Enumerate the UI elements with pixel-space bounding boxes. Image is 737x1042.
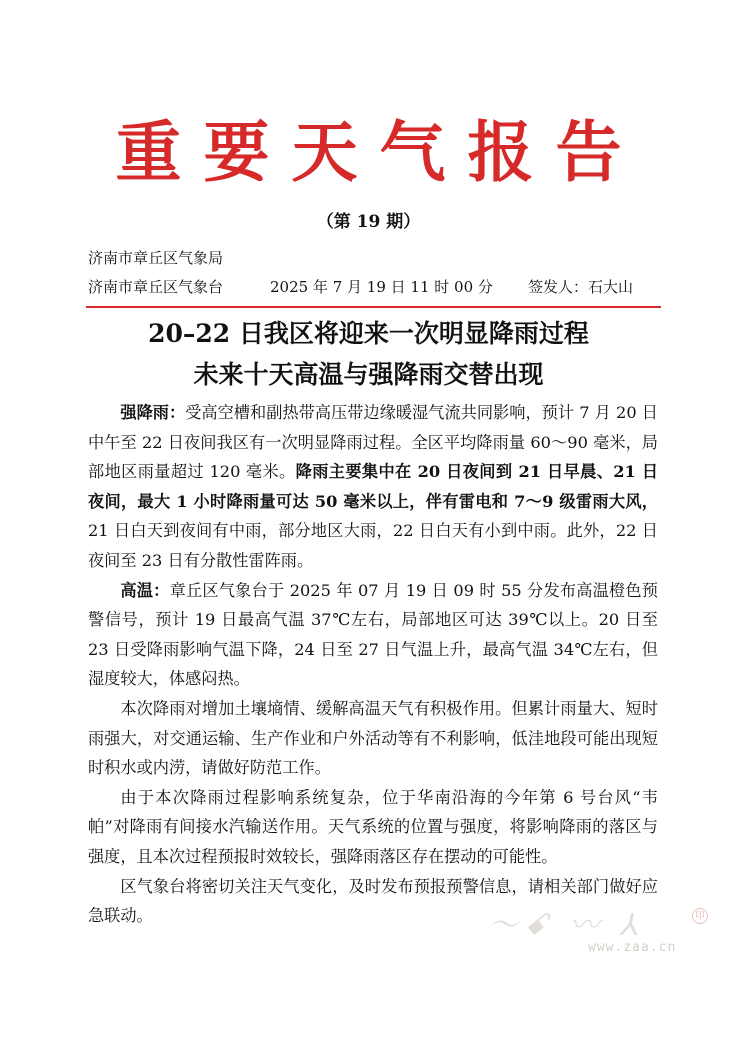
paragraph-lead-heat: 高温： (120, 580, 170, 600)
site-watermark (488, 900, 718, 970)
rain-text-2: 21 日白天到夜间有中雨，部分地区大雨，22 日白天有小到中雨。此外，22 日夜间至 23 日有分散性雷阵雨。 (88, 521, 658, 570)
paragraph-typhoon: 由于本次降雨过程影响系统复杂，位于华南沿海的今年第 6 号台风“韦帕”对降雨有间接水汽输送作用。天气系统的位置与强度，将影响降雨的落区与强度，且本次过程预报时效较长，强降雨落区存在摆动的可能性。 (88, 787, 658, 866)
red-divider-line (86, 306, 661, 308)
paragraph-impact: 本次降雨对增加土壤墒情、缓解高温天气有积极作用。但累计雨量大、短时雨强大，对交通运输、生产作业和户外活动等有不利影响，低洼地段可能出现短时积水或内涝，请做好防范工作。 (88, 698, 658, 778)
watermark-url: www.zaa.cn (588, 940, 677, 955)
report-body (88, 398, 658, 931)
heat-text: 章丘区气象台于 2025 年 07 月 19 日 09 时 55 分发布高温橙色预警信号，预计 19 日最高气温 37℃左右，局部地区可达 39℃以上。20 日至 23 日受降雨影响气温下降，24 日至 27 日气温上升，最高气温 34℃左右，但湿度较大，体感闷热。 (88, 580, 658, 689)
headline-main: 20–22 日我区将迎来一次明显降雨过程 (148, 319, 589, 348)
issuer-observatory: 济南市章丘区气象台 (88, 278, 224, 296)
rain-text-bold: 降雨主要集中在 20 日夜间到 21 日早晨、21 日夜间，最大 1 小时降雨量可达 50 毫米以上，伴有雷电和 7～9 级雷雨大风， (88, 462, 659, 511)
issue-datetime: 2025 年 7 月 19 日 11 时 00 分 (270, 278, 493, 296)
watermark-script-logo: 〜ꗃ 〰 ⅄ (488, 908, 646, 943)
watermark-seal-icon: 印 (692, 908, 708, 924)
paragraph-closing: 区气象台将密切关注天气变化，及时发布预报预警信息，请相关部门做好应急联动。 (88, 876, 658, 926)
rain-text-1: 受高空槽和副热带高压带边缘暖湿气流共同影响，预计 7 月 20 日中午至 22 日夜间我区有一次明显降雨过程。全区平均降雨量 60～90 毫米，局部地区雨量超过 120 毫米。 (88, 403, 658, 482)
signer: 签发人：石大山 (528, 278, 634, 296)
paragraph-high-temp (88, 576, 658, 694)
issuer-bureau: 济南市章丘区气象局 (88, 249, 224, 267)
report-masthead: 重要天气报告 (115, 113, 644, 191)
paragraph-lead-rain: 强降雨： (120, 403, 186, 422)
headline-sub: 未来十天高温与强降雨交替出现 (193, 360, 544, 389)
issue-number: （第 19 期） (316, 212, 421, 232)
paragraph-heavy-rain (88, 398, 658, 576)
